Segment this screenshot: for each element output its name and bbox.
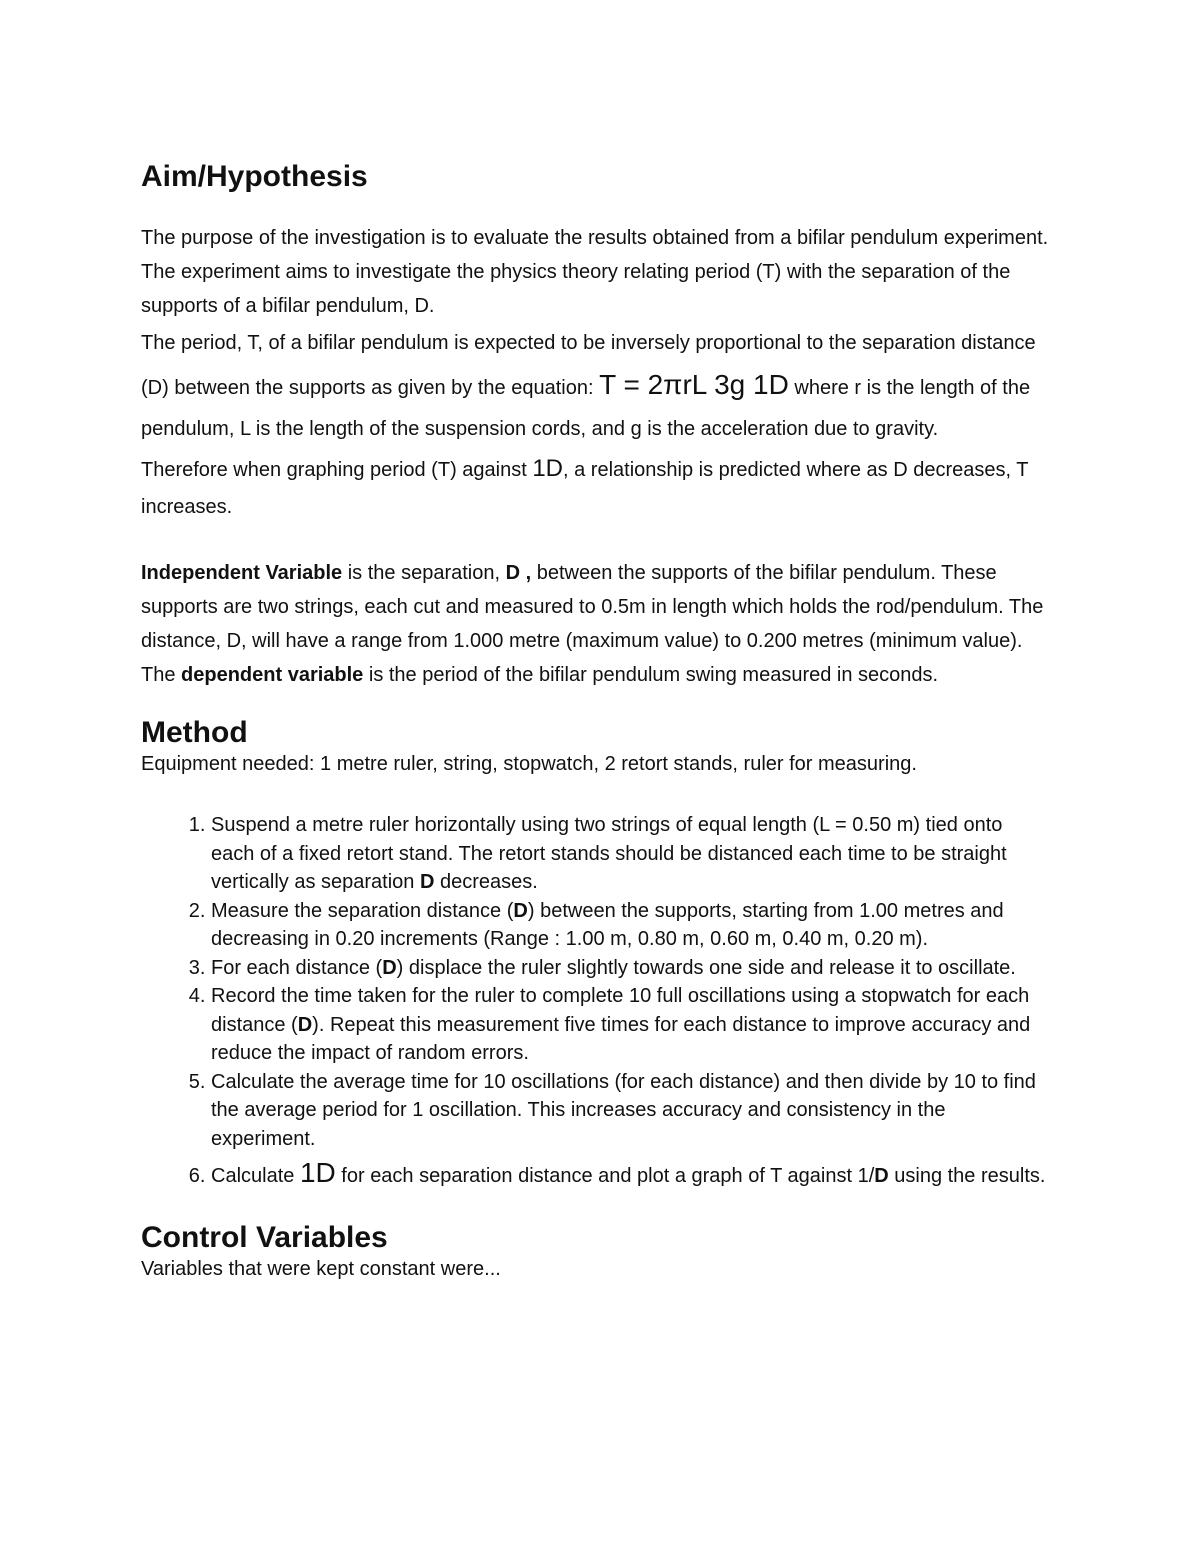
method-step [211, 982, 1051, 1068]
step-d: D [297, 1013, 313, 1036]
iv-text-2: between the supports of the bifilar pendulum. These supports are two strings, each cut and measured to 0.5m in length which holds the rod/pendulum. The distance, D, will have a range from 1.000 metre (maximum value) to 0.200 metres (minimum value). The [141, 562, 1044, 686]
step-text: ). Repeat this measurement five times for each distance to improve accuracy and reduce the impact of random errors. [211, 1013, 1031, 1064]
step-d: D [874, 1165, 889, 1187]
hypothesis-text-end: where r is the length of the pendulum, L is the length of the suspension cords, and g is the acceleration due to gravity. [141, 377, 1031, 440]
method-steps [141, 811, 1051, 1192]
hypothesis-text-start: The period, T, of a bifilar pendulum is expected to be inversely proportional to the separation distance (D) between the supports as given by the equation: [141, 332, 1036, 399]
prediction-text-start: Therefore when graphing period (T) against [141, 459, 533, 481]
step-text: For each distance ( [211, 956, 383, 979]
method-step [211, 811, 1051, 897]
iv-text-1: is the separation, [342, 562, 506, 584]
step-text: for each separation distance and plot a graph of T against 1/ [335, 1165, 875, 1187]
method-step [211, 1068, 1051, 1154]
method-step [211, 897, 1051, 954]
step-text: Record the time taken for the ruler to complete 10 full oscillations using a stopwatch for each distance ( [211, 985, 1030, 1036]
prediction-paragraph [141, 450, 1051, 526]
iv-d-symbol: D , [505, 562, 532, 584]
dv-text: is the period of the bifilar pendulum swing measured in seconds. [363, 664, 939, 686]
control-variables-text: Variables that were kept constant were... [141, 1258, 501, 1280]
aim-paragraph: The purpose of the investigation is to evaluate the results obtained from a bifilar pendulum experiment. The experiment aims to investigate the physics theory relating period (T) with the separation of the supports of a bifilar pendulum, D. [141, 227, 1049, 317]
step-text: ) displace the ruler slightly towards one side and release it to oscillate. [396, 956, 1016, 979]
method-step [211, 954, 1051, 983]
step-text: Calculate [211, 1165, 300, 1187]
period-equation: T = 2πrL 3g 1D [599, 369, 789, 400]
independent-variable-label: Independent Variable [141, 562, 343, 584]
equipment-line: Equipment needed: 1 metre ruler, string, stopwatch, 2 retort stands, ruler for measuring. [141, 753, 917, 775]
control-variables-heading: Control Variables [141, 1221, 388, 1254]
step-text: decreases. [434, 871, 538, 893]
step-text: Measure the separation distance ( [211, 899, 514, 922]
step-d: D [382, 956, 397, 979]
step-text: using the results. [888, 1165, 1046, 1187]
method-step [211, 1157, 1051, 1192]
prediction-text-end: , a relationship is predicted where as D decreases, T increases. [141, 459, 1029, 518]
variables-paragraph [141, 556, 1051, 692]
method-heading: Method [141, 716, 248, 749]
step-d: D [419, 871, 435, 893]
inverse-d-symbol: 1D [532, 455, 564, 482]
hypothesis-paragraph [141, 323, 1051, 450]
step-text: Suspend a metre ruler horizontally using two strings of equal length (L = 0.50 m) tied onto each of a fixed retort stand. The retort stands should be distanced each time to be straight vertically as separation [211, 814, 1007, 893]
document-body [141, 160, 1051, 1286]
step-d: D [513, 899, 528, 922]
aim-heading: Aim/Hypothesis [141, 160, 368, 193]
inverse-d-symbol: 1D [299, 1157, 336, 1188]
step-text: Calculate the average time for 10 oscillations (for each distance) and then divide by 10 to find the average period for 1 oscillation. This increases accuracy and consistency in the experiment. [211, 1070, 1036, 1150]
dependent-variable-label: dependent variable [181, 664, 364, 686]
step-text: ) between the supports, starting from 1.00 metres and decreasing in 0.20 increments (Range : 1.00 m, 0.80 m, 0.60 m, 0.40 m, 0.20 m). [211, 899, 1004, 950]
